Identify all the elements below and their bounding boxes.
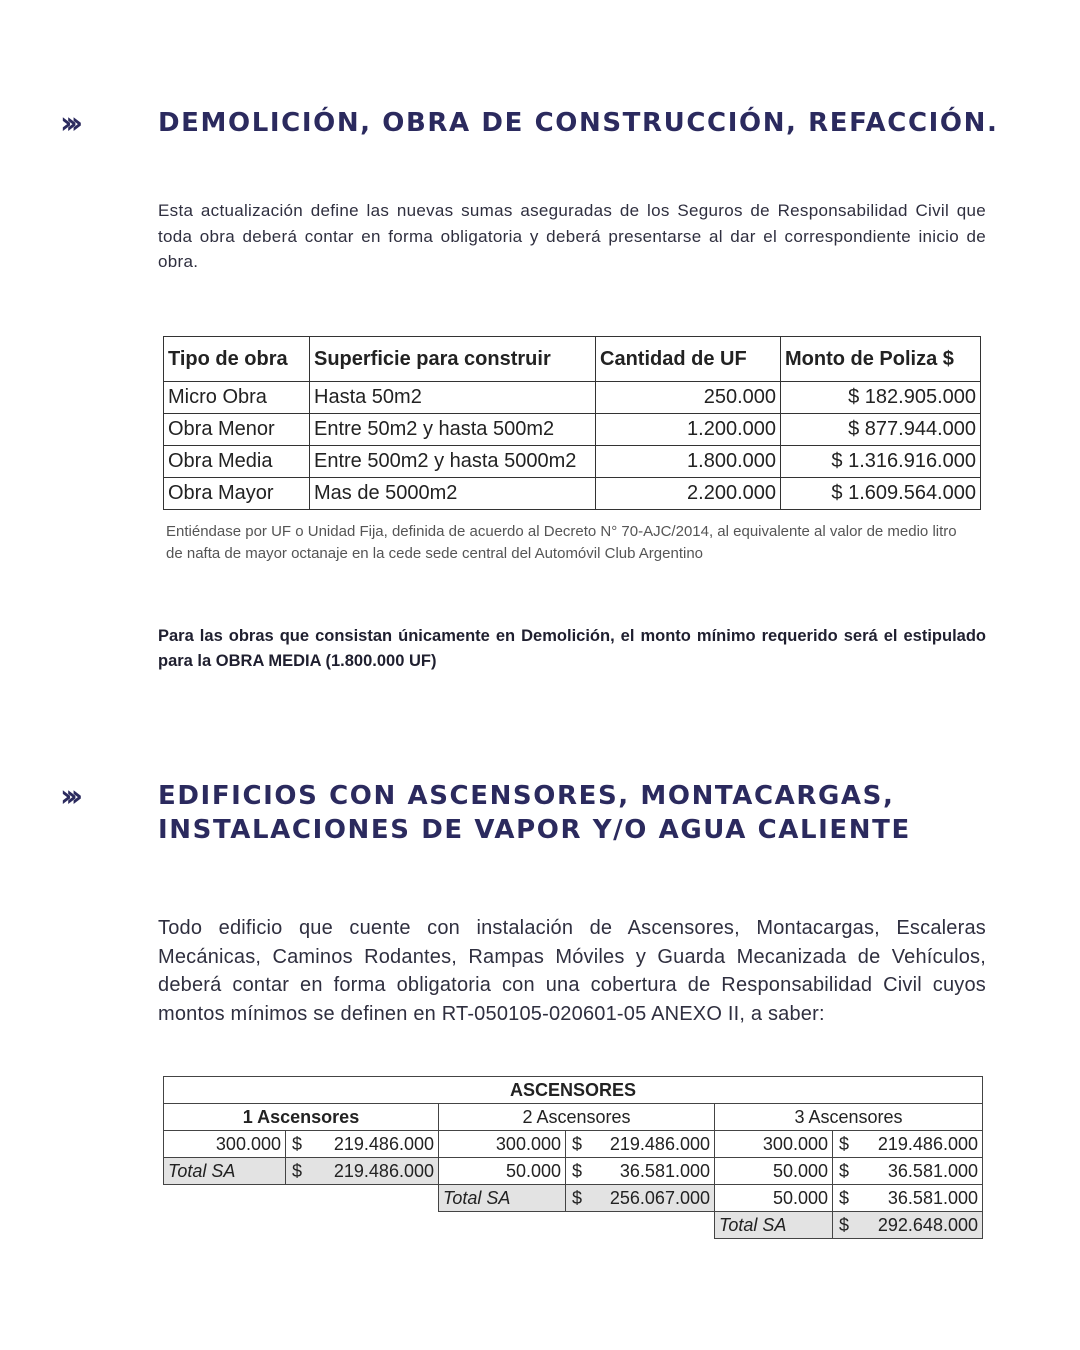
currency-sign: $ — [572, 1160, 583, 1181]
total-cell — [833, 1212, 983, 1239]
ascensores-title: ASCENSORES — [164, 1077, 983, 1104]
currency-sign: $ — [839, 1187, 850, 1208]
total-value: 292.648.000 — [877, 1214, 978, 1235]
monto-cell: $ 182.905.000 — [781, 382, 981, 414]
amount-cell — [566, 1131, 715, 1158]
obra-table — [163, 336, 981, 510]
amount-value: 219.486.000 — [333, 1133, 434, 1154]
amount-cell — [833, 1131, 983, 1158]
chevrons-icon: ››› — [60, 779, 77, 814]
table-row — [164, 478, 981, 510]
uf-cell: 50.000 — [715, 1158, 833, 1185]
table-title-row — [164, 1077, 983, 1104]
monto-cell: $ 1.316.916.000 — [781, 446, 981, 478]
total-label: Total SA — [164, 1158, 286, 1185]
total-cell — [286, 1158, 439, 1185]
tipo-cell: Obra Mayor — [164, 478, 310, 510]
uf-cell: 300.000 — [715, 1131, 833, 1158]
uf-cell: 2.200.000 — [596, 478, 781, 510]
ascensores-paragraph: Todo edificio que cuente con instalación de Ascensores, Montacargas, Escaleras Mecánicas, Caminos Rodantes, Rampas Móviles y Guarda Mecanizada de Vehículos, deberá contar en forma obligatoria con una cobertura de Responsabilidad Civil cuyos montos mínimos se definen en RT-050105-020601-05 ANEXO II, a saber: — [158, 917, 986, 1025]
amount-value: 219.486.000 — [877, 1133, 978, 1154]
demolition-note: Para las obras que consistan únicamente en Demolición, el monto mínimo requerido será el estipulado para la OBRA MEDIA (1.800.000 UF) — [158, 627, 986, 670]
ascensores-table — [163, 1076, 983, 1239]
group-header: 1 Ascensores — [164, 1104, 439, 1131]
amount-value: 219.486.000 — [609, 1133, 710, 1154]
group-header-row — [164, 1104, 983, 1131]
tipo-cell: Obra Media — [164, 446, 310, 478]
currency-sign: $ — [572, 1133, 583, 1154]
uf-cell: 1.800.000 — [596, 446, 781, 478]
amount-value: 36.581.000 — [619, 1160, 710, 1181]
header-cell: Superficie para construir — [310, 337, 596, 382]
total-value: 256.067.000 — [609, 1187, 710, 1208]
uf-cell: 50.000 — [439, 1158, 566, 1185]
empty-cell — [164, 1185, 286, 1212]
currency-sign: $ — [839, 1214, 850, 1235]
group-header: 2 Ascensores — [439, 1104, 715, 1131]
intro-paragraph: Esta actualización define las nuevas sumas aseguradas de los Seguros de Responsabilidad Civil que toda obra deberá contar en forma obligatoria y deberá presentarse al dar el correspondiente inicio de obra. — [158, 201, 986, 271]
monto-cell: $ 1.609.564.000 — [781, 478, 981, 510]
section-title-demolicion: DEMOLICIÓN, OBRA DE CONSTRUCCIÓN, REFACCIÓN. — [158, 108, 999, 138]
group-header: 3 Ascensores — [715, 1104, 983, 1131]
uf-cell: 50.000 — [715, 1185, 833, 1212]
table-row — [164, 1212, 983, 1239]
total-value: 219.486.000 — [333, 1160, 434, 1181]
empty-cell — [566, 1212, 715, 1239]
header-cell: Monto de Poliza $ — [781, 337, 981, 382]
tipo-cell: Micro Obra — [164, 382, 310, 414]
empty-cell — [286, 1212, 439, 1239]
table-row — [164, 446, 981, 478]
amount-value: 36.581.000 — [887, 1160, 978, 1181]
monto-cell: $ 877.944.000 — [781, 414, 981, 446]
title-line: INSTALACIONES DE VAPOR Y/O AGUA CALIENTE — [158, 815, 911, 845]
currency-sign: $ — [292, 1160, 303, 1181]
uf-cell: 300.000 — [164, 1131, 286, 1158]
title-line: EDIFICIOS CON ASCENSORES, MONTACARGAS, — [158, 781, 895, 811]
amount-value: 36.581.000 — [887, 1187, 978, 1208]
superficie-cell: Hasta 50m2 — [310, 382, 596, 414]
section-title-ascensores — [158, 779, 911, 847]
empty-cell — [439, 1212, 566, 1239]
table-row — [164, 382, 981, 414]
total-label: Total SA — [439, 1185, 566, 1212]
obra-table-header — [164, 337, 981, 382]
empty-cell — [286, 1185, 439, 1212]
table-row — [164, 1185, 983, 1212]
amount-cell — [833, 1185, 983, 1212]
amount-cell — [566, 1158, 715, 1185]
currency-sign: $ — [292, 1133, 303, 1154]
superficie-cell: Mas de 5000m2 — [310, 478, 596, 510]
uf-cell: 1.200.000 — [596, 414, 781, 446]
empty-cell — [164, 1212, 286, 1239]
tipo-cell: Obra Menor — [164, 414, 310, 446]
currency-sign: $ — [839, 1160, 850, 1181]
uf-cell: 250.000 — [596, 382, 781, 414]
superficie-cell: Entre 50m2 y hasta 500m2 — [310, 414, 596, 446]
currency-sign: $ — [572, 1187, 583, 1208]
chevrons-icon: ››› — [60, 106, 77, 141]
uf-cell: 300.000 — [439, 1131, 566, 1158]
header-cell: Cantidad de UF — [596, 337, 781, 382]
amount-cell — [833, 1158, 983, 1185]
total-cell — [566, 1185, 715, 1212]
uf-footnote: Entiéndase por UF o Unidad Fija, definida de acuerdo al Decreto N° 70-AJC/2014, al equivalente al valor de medio litro de nafta de mayor octanaje en la cede sede central del Automóvil Club Argentino — [166, 523, 957, 562]
currency-sign: $ — [839, 1133, 850, 1154]
amount-cell — [286, 1131, 439, 1158]
table-row — [164, 1131, 983, 1158]
total-label: Total SA — [715, 1212, 833, 1239]
table-row — [164, 414, 981, 446]
superficie-cell: Entre 500m2 y hasta 5000m2 — [310, 446, 596, 478]
header-cell: Tipo de obra — [164, 337, 310, 382]
table-row — [164, 1158, 983, 1185]
